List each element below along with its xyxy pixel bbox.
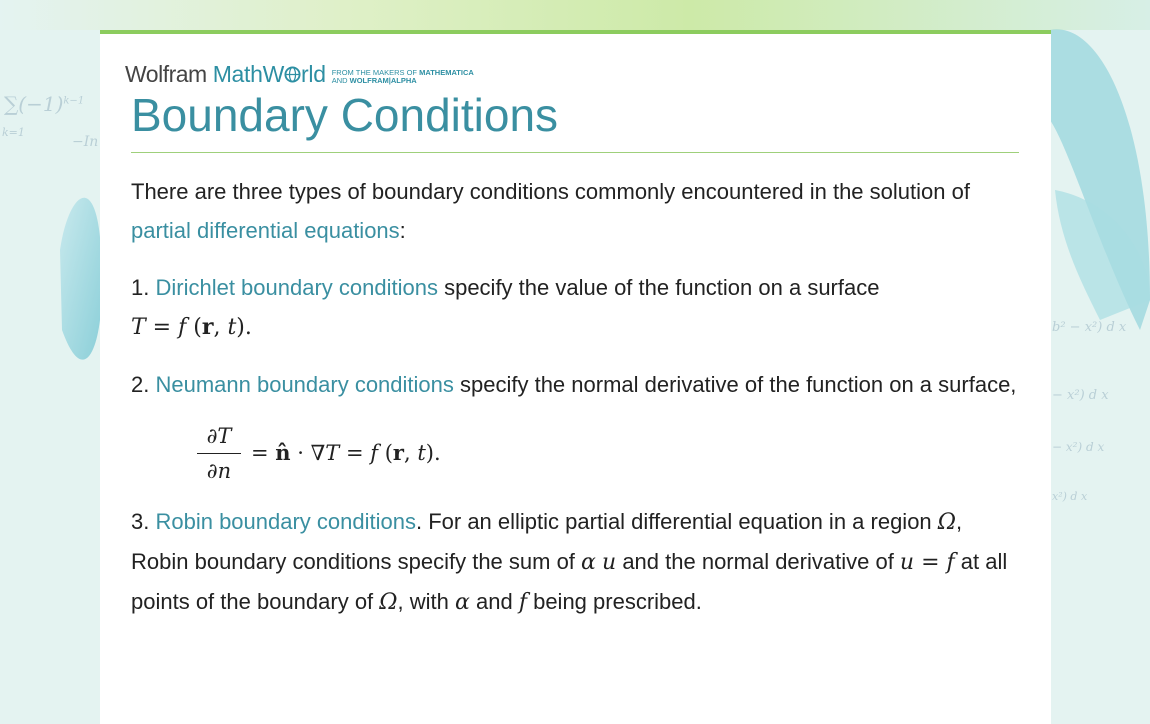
neumann-equation: $\frac{\partial T}{\partial n}$ = n̂ · ∇T = f (r, t). (197, 412, 1021, 494)
background-formula: k=1 (2, 126, 25, 139)
background-formula: − x²) d x (1052, 388, 1109, 403)
intro-paragraph: There are three types of boundary conditions commonly encountered in the solution of partial differential equations: (131, 179, 970, 243)
mathworld-logo[interactable] (125, 58, 474, 88)
neumann-paragraph: 2. Neumann boundary conditions specify the normal derivative of the function on a surface, (131, 372, 1017, 397)
globe-icon (284, 66, 301, 83)
title-divider (131, 152, 1019, 153)
brand-tagline: FROM THE MAKERS OF MATHEMATICA AND WOLFRAM|ALPHA (331, 68, 474, 85)
partial-derivative-fraction: $\frac{\partial T}{\partial n}$ (197, 419, 241, 488)
link-robin-boundary-conditions[interactable]: Robin boundary conditions (155, 509, 416, 534)
brand-mathworld-pre: MathW (212, 61, 285, 87)
background-formula: −In (72, 134, 99, 150)
background-formula: $\sum(-1)^{k-1}$ (4, 92, 85, 116)
brand-mathworld-post: rld (301, 61, 326, 87)
link-partial-differential-equations[interactable]: partial differential equations (131, 218, 400, 243)
article-body (131, 172, 1021, 622)
brand-mathworld (213, 61, 326, 88)
background-formula: − x²) d x (1052, 440, 1105, 454)
article-card (100, 30, 1051, 724)
link-dirichlet-boundary-conditions[interactable]: Dirichlet boundary conditions (155, 275, 438, 300)
background-formula: x²) d x (1052, 490, 1088, 503)
background-formula: b² − x²) d x (1052, 320, 1127, 335)
robin-paragraph: 3. Robin boundary conditions. For an elliptic partial differential equation in a region Ω, Robin boundary conditions specify the sum of α u and the normal derivative of u = f at all points of the boundary of Ω, with α and f being prescribed. (131, 509, 1008, 615)
brand-wolfram: Wolfram (125, 61, 207, 87)
link-neumann-boundary-conditions[interactable]: Neumann boundary conditions (155, 372, 454, 397)
dirichlet-paragraph: 1. Dirichlet boundary conditions specify the value of the function on a surface T = f (r, t). (131, 275, 880, 340)
page-title: Boundary Conditions (131, 89, 559, 141)
dirichlet-equation: T = f (r, t). (131, 314, 252, 340)
